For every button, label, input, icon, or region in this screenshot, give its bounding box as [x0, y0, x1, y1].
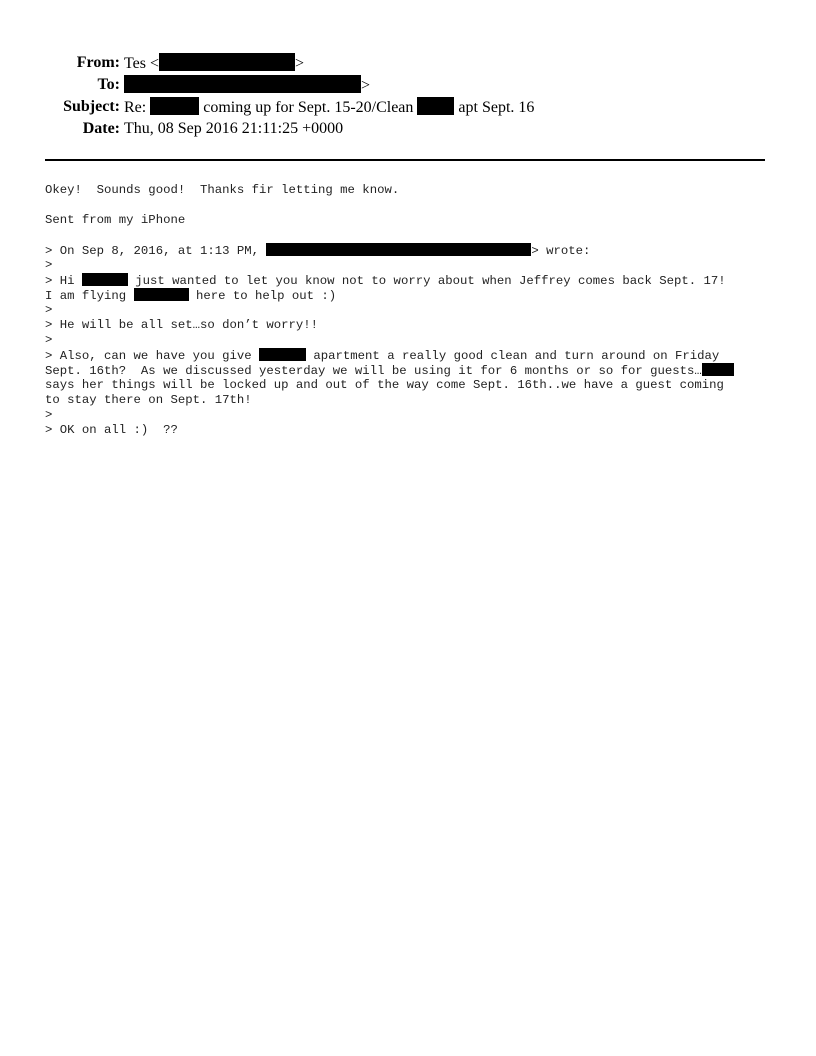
quote-says-line: says her things will be locked up and out of the way come Sept. 16th..we have a guest coming — [45, 378, 724, 392]
redaction-block — [150, 97, 199, 115]
quote-blank: > — [45, 258, 53, 272]
quote-also-suffix: apartment a really good clean and turn around on Friday — [306, 349, 720, 363]
quote-flying-line — [45, 288, 336, 304]
redaction-block — [417, 97, 454, 115]
redaction-block — [124, 75, 361, 93]
to-bracket: > — [361, 77, 371, 94]
subject-suffix: apt Sept. 16 — [458, 99, 535, 116]
header-divider — [45, 159, 765, 161]
quote-flying-suffix: here to help out :) — [188, 289, 337, 303]
subject-middle: coming up for Sept. 15-20/Clean — [203, 99, 414, 116]
redaction-block — [266, 243, 531, 256]
to-label: To: — [97, 76, 120, 93]
quote-sept16-text: Sept. 16th? As we discussed yesterday we will be using it for 6 months or so for guests… — [45, 364, 702, 378]
from-label: From: — [76, 54, 120, 71]
redaction-block — [82, 273, 128, 286]
quote-allset-line: > He will be all set…so don’t worry!! — [45, 318, 319, 332]
quote-intro-prefix: > On Sep 8, 2016, at 1:13 PM, — [45, 244, 267, 258]
quote-intro — [45, 243, 590, 259]
redaction-block — [159, 53, 295, 71]
redaction-block — [259, 348, 306, 361]
reply-line: Okey! Sounds good! Thanks fir letting me know. — [45, 183, 400, 197]
date-label: Date: — [82, 120, 120, 137]
quote-also-line — [45, 348, 719, 364]
to-value — [124, 75, 370, 96]
quote-flying-prefix: I am flying — [45, 289, 134, 303]
date-value: Thu, 08 Sep 2016 21:11:25 +0000 — [124, 120, 344, 137]
quote-sept16-line — [45, 363, 734, 379]
quote-blank: > — [45, 303, 53, 317]
quote-hi-prefix: > Hi — [45, 274, 82, 288]
from-value — [124, 53, 304, 74]
signature-line: Sent from my iPhone — [45, 213, 186, 227]
redaction-block — [702, 363, 734, 376]
quote-intro-suffix: > wrote: — [531, 244, 591, 258]
quote-also-prefix: > Also, can we have you give — [45, 349, 260, 363]
subject-value — [124, 97, 534, 118]
from-bracket: > — [295, 55, 305, 72]
quote-ok-line: > OK on all :) ?? — [45, 423, 178, 437]
quote-blank: > — [45, 333, 53, 347]
quote-stay-line: to stay there on Sept. 17th! — [45, 393, 252, 407]
subject-label: Subject: — [63, 98, 120, 115]
quote-blank: > — [45, 408, 53, 422]
from-name: Tes < — [124, 55, 160, 72]
subject-prefix: Re: — [124, 99, 147, 116]
quote-hi-line — [45, 273, 726, 289]
quote-hi-suffix: just wanted to let you know not to worry about when Jeffrey comes back Sept. 17! — [127, 274, 726, 288]
redaction-block — [134, 288, 189, 301]
